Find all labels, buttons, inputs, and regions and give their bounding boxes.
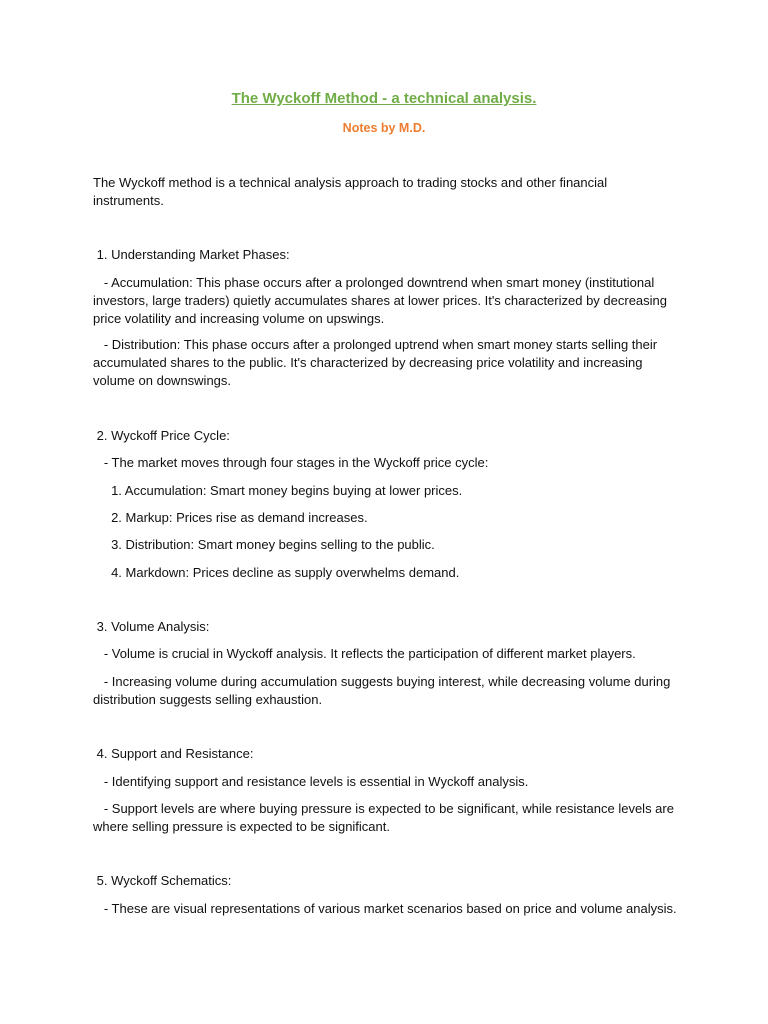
document-subtitle: Notes by M.D.: [342, 121, 426, 135]
document-title: The Wyckoff Method - a technical analysis.: [231, 90, 537, 107]
section-1-accumulation: - Accumulation: This phase occurs after a prolonged downtrend when smart money (institutional investors, large traders) quietly accumulates shares at lower prices. It's characterized by decreasing price volatility and increasing volume on upswings.: [93, 275, 671, 326]
section-4-point-2: - Support levels are where buying pressure is expected to be significant, while resistance levels are where selling pressure is expected to be significant.: [93, 801, 678, 834]
section-3-heading: 3. Volume Analysis:: [93, 619, 210, 634]
section-2-stage-4: 4. Markdown: Prices decline as supply overwhelms demand.: [93, 565, 460, 580]
section-2-stage-3: 3. Distribution: Smart money begins selling to the public.: [93, 537, 435, 552]
section-1-heading: 1. Understanding Market Phases:: [93, 247, 290, 262]
section-3-point-2: - Increasing volume during accumulation suggests buying interest, while decreasing volume during distribution suggests selling exhaustion.: [93, 674, 674, 707]
section-2-heading: 2. Wyckoff Price Cycle:: [93, 428, 230, 443]
section-1-distribution: - Distribution: This phase occurs after a prolonged uptrend when smart money starts selling their accumulated shares to the public. It's characterized by decreasing price volatility and increasing volume on downswings.: [93, 337, 661, 388]
section-4-point-1: - Identifying support and resistance levels is essential in Wyckoff analysis.: [93, 774, 529, 789]
section-4-heading: 4. Support and Resistance:: [93, 746, 254, 761]
intro-paragraph: The Wyckoff method is a technical analysis approach to trading stocks and other financial instruments.: [93, 175, 611, 208]
section-2-intro: - The market moves through four stages in the Wyckoff price cycle:: [93, 455, 489, 470]
section-3-point-1: - Volume is crucial in Wyckoff analysis. It reflects the participation of different market players.: [93, 646, 636, 661]
section-2-stage-1: 1. Accumulation: Smart money begins buying at lower prices.: [93, 483, 463, 498]
section-2-stage-2: 2. Markup: Prices rise as demand increases.: [93, 510, 368, 525]
section-5-heading: 5. Wyckoff Schematics:: [93, 873, 232, 888]
section-5-point-1: - These are visual representations of various market scenarios based on price and volume analysis.: [93, 901, 677, 916]
